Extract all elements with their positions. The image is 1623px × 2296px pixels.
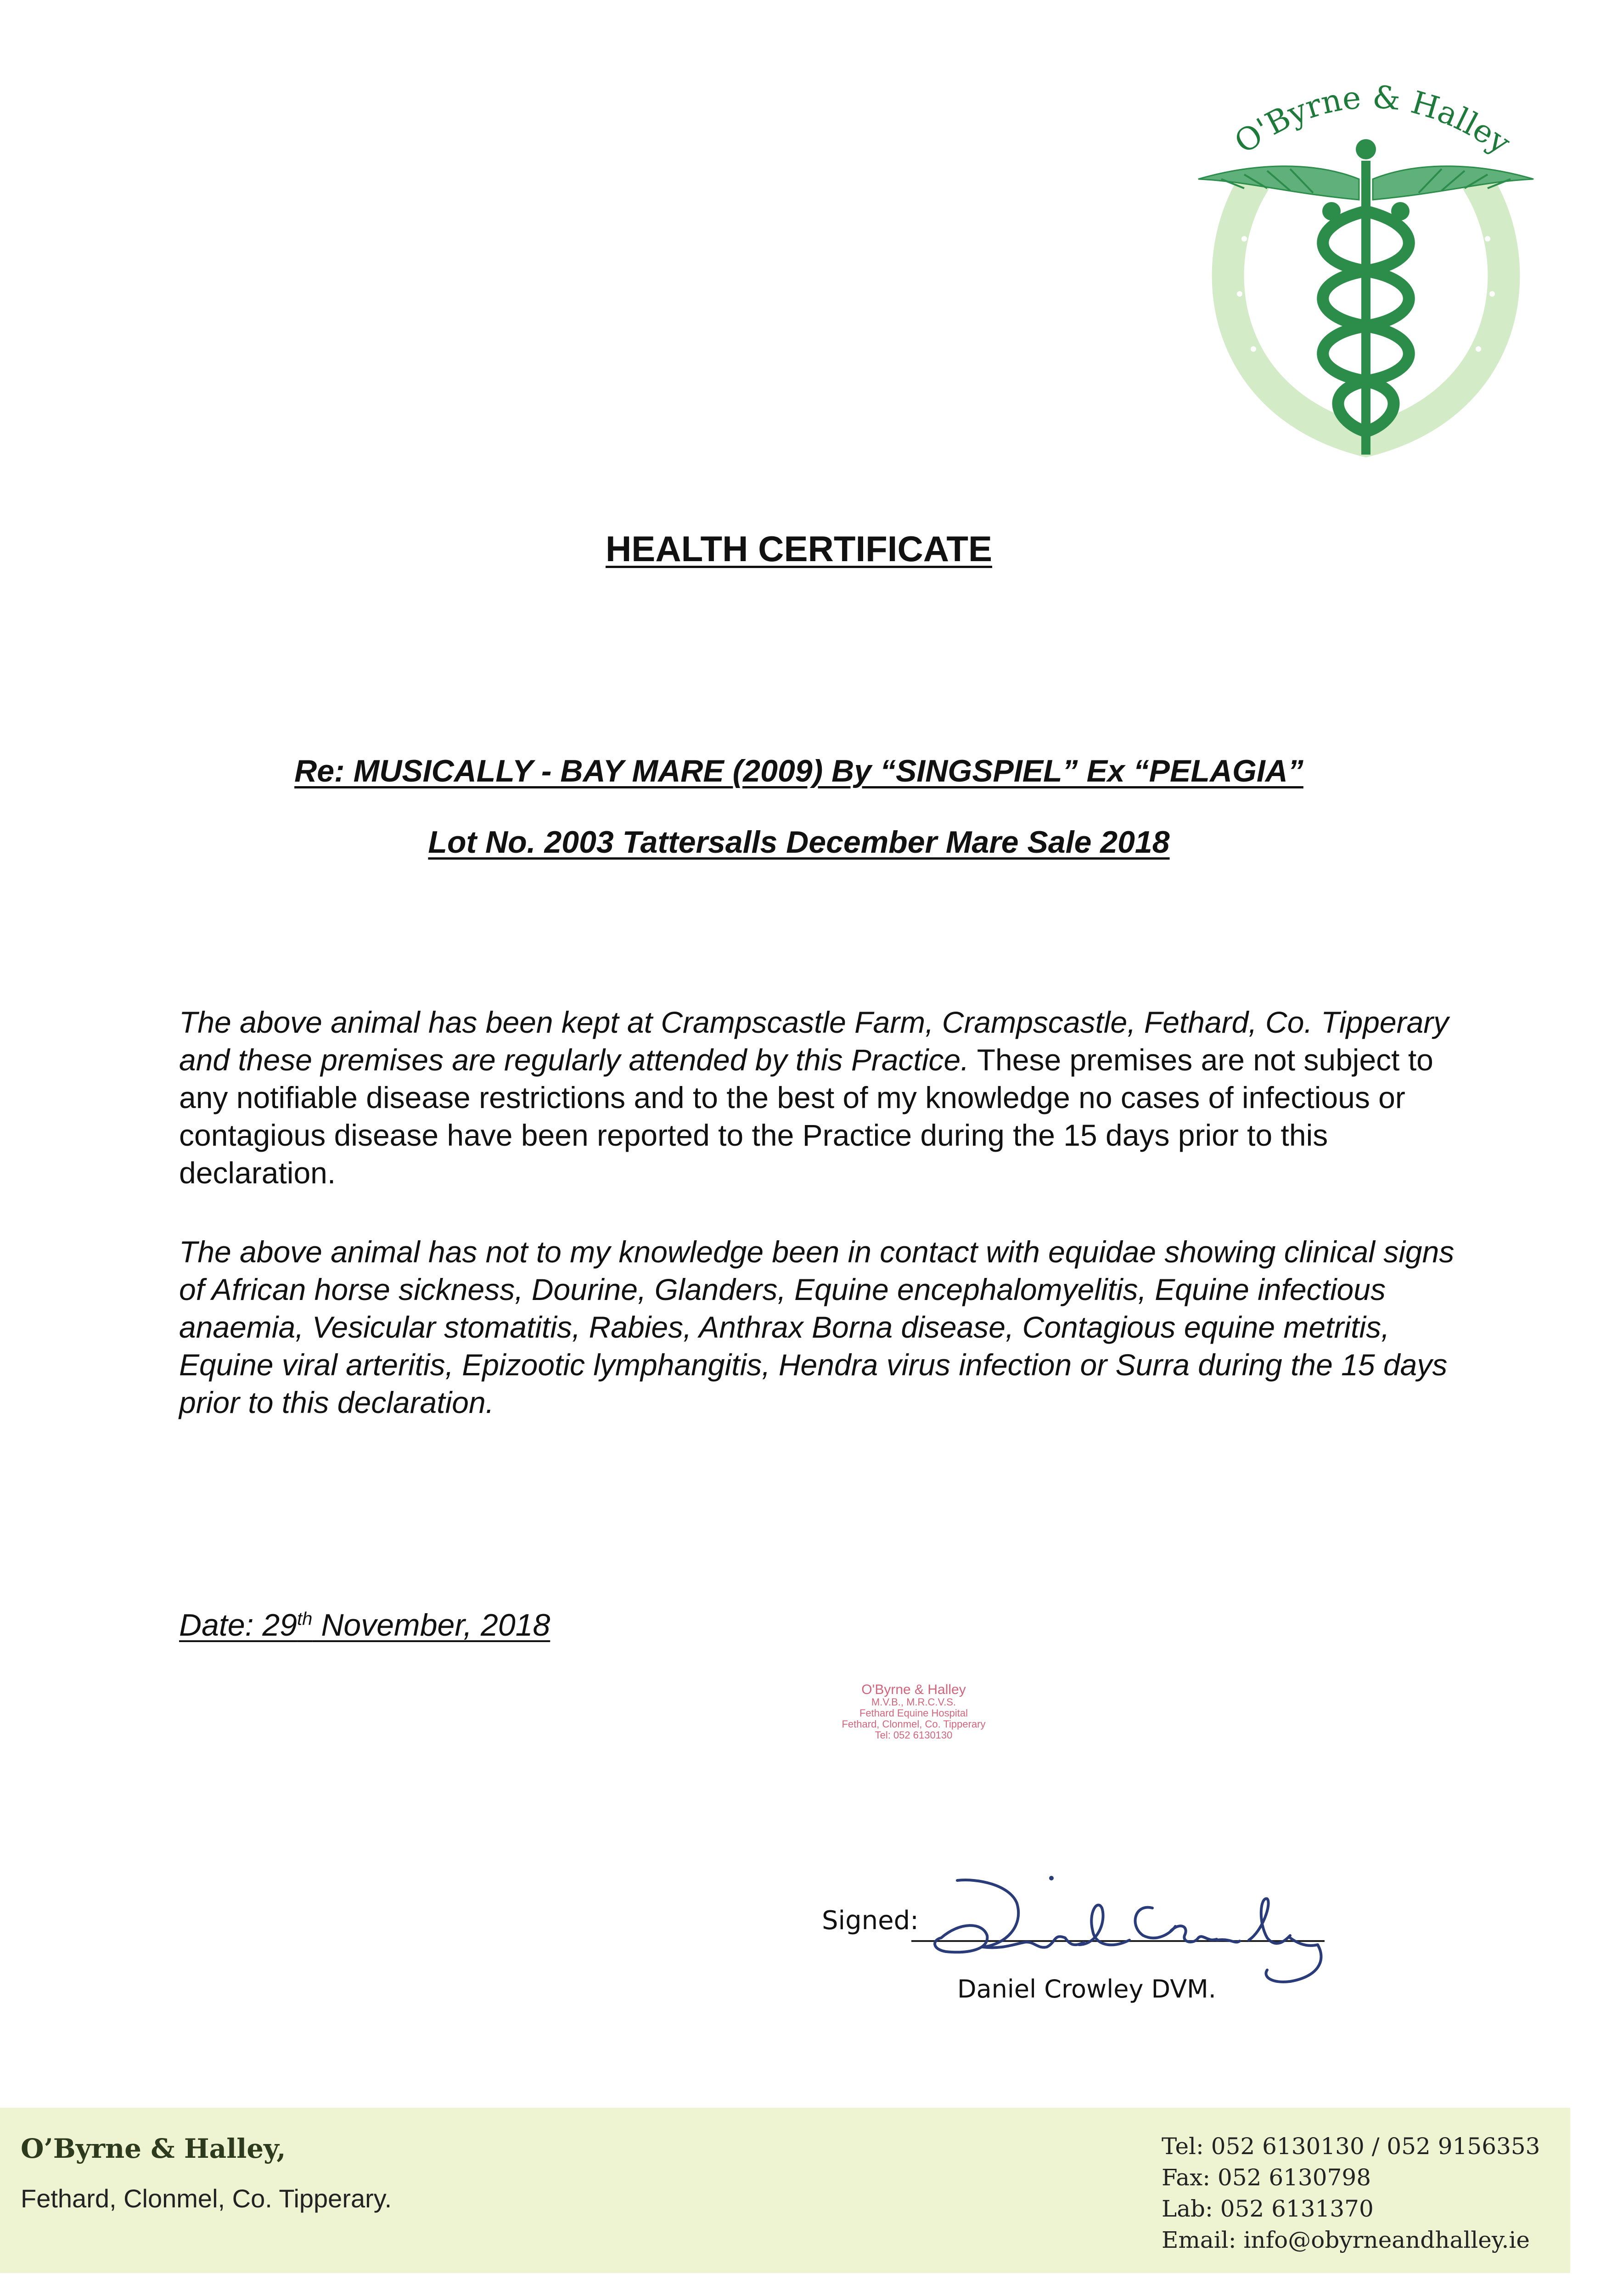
paragraph1-normal: These premises are not subject to any notifiable disease restrictions and to the best of my knowledge no cases of infectious or contagious disease have been reported to the Practice during the 15 days prior to this declaration. bbox=[179, 1043, 1433, 1190]
subject-line: Re: MUSICALLY - BAY MARE (2009) By “SINGSPIEL” Ex “PELAGIA” bbox=[294, 754, 1303, 788]
stamp-line-5: Tel: 052 6130130 bbox=[875, 1729, 953, 1741]
caduceus-logo bbox=[1194, 119, 1538, 478]
logo-text: O'Byrne & Halley bbox=[1228, 79, 1517, 162]
signed-label: Signed: bbox=[822, 1906, 919, 1936]
footer-tel: Tel: 052 6130130 / 052 9156353 bbox=[1162, 2133, 1540, 2160]
footer-practice-name: O’Byrne & Halley, bbox=[21, 2133, 286, 2164]
stamp-line-3: Fethard Equine Hospital bbox=[859, 1707, 968, 1719]
stamp-line-2: M.V.B., M.R.C.V.S. bbox=[871, 1696, 956, 1708]
footer-address: Fethard, Clonmel, Co. Tipperary. bbox=[21, 2184, 392, 2213]
stamp-line-4: Fethard, Clonmel, Co. Tipperary bbox=[842, 1718, 986, 1730]
stamp-line-1: O'Byrne & Halley bbox=[861, 1682, 966, 1697]
footer-contacts bbox=[1162, 2131, 1540, 2256]
footer-email[interactable]: Email: info@obyrneandhalley.ie bbox=[1162, 2227, 1530, 2253]
declaration-paragraph-1 bbox=[179, 1003, 1455, 1192]
signer-name: Daniel Crowley DVM. bbox=[957, 1975, 1216, 2003]
certificate-date: Date: 29th November, 2018 bbox=[179, 1608, 550, 1643]
page-title: HEALTH CERTIFICATE bbox=[605, 529, 993, 569]
practice-stamp bbox=[817, 1683, 1010, 1741]
paragraph1-italic: The above animal has been kept at Crampscastle Farm, Crampscastle, Fethard, Co. Tipperary and these premises are regularly attended by this Practice. bbox=[179, 1005, 1449, 1077]
footer-lab: Lab: 052 6131370 bbox=[1162, 2195, 1374, 2222]
lot-line: Lot No. 2003 Tattersalls December Mare Sale 2018 bbox=[428, 825, 1170, 860]
declaration-paragraph-2: The above animal has not to my knowledge been in contact with equidae showing clinical signs of African horse sickness, Dourine, Glanders, Equine encephalomyelitis, Equine infectious anaemia, Vesicular stomatitis, Rabies, Anthrax Borna disease, Contagious equine metritis, Equine viral arteritis, Epizootic lymphangitis, Hendra virus infection or Surra during the 15 days prior to this declaration. bbox=[179, 1235, 1455, 1419]
footer-fax: Fax: 052 6130798 bbox=[1162, 2164, 1371, 2191]
